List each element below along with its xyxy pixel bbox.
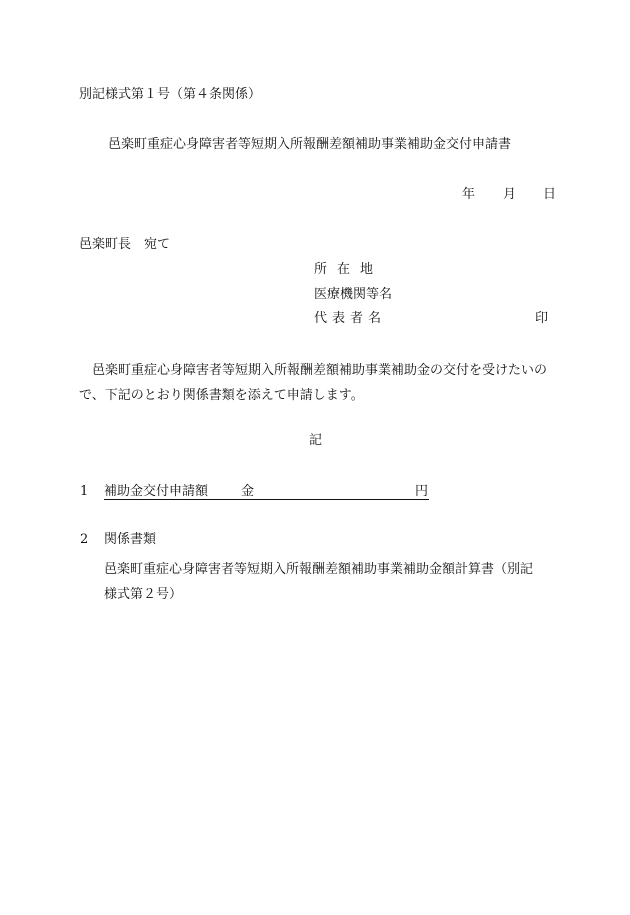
item-1-label: 補助金交付申請額 xyxy=(104,484,209,499)
addressee: 邑楽町長 宛て xyxy=(79,237,171,252)
applicant-institution-label: 医療機関等名 xyxy=(314,287,393,302)
item-1-amount-prefix: 金 xyxy=(241,484,255,499)
application-statement: 邑楽町重症心身障害者等短期入所報酬差額補助事業補助金の交付を受けたいので、下記のとおり関係書類を添えて申請します。 xyxy=(79,363,548,403)
document-title: 邑楽町重症心身障害者等短期入所報酬差額補助事業補助金交付申請書 xyxy=(108,137,512,152)
ki-heading: 記 xyxy=(309,433,323,448)
date-day-label: 日 xyxy=(543,187,557,202)
applicant-address-label: 所在地 xyxy=(314,262,384,277)
item-2-document-line-2: 様式第２号） xyxy=(104,587,183,602)
amount-underline xyxy=(104,499,429,500)
item-2-label: 関係書類 xyxy=(104,532,157,547)
item-2-number: 2 xyxy=(80,532,89,547)
item-2-document-line-1: 邑楽町重症心身障害者等短期入所報酬差額補助事業補助金額計算書（別記 xyxy=(104,562,534,577)
date-year-label: 年 xyxy=(462,187,476,202)
seal-mark: 印 xyxy=(535,311,549,326)
item-2-documents xyxy=(104,557,560,607)
applicant-representative-label: 代表者名 xyxy=(314,311,387,326)
item-1-number: 1 xyxy=(80,484,89,499)
form-number: 別記様式第１号（第４条関係） xyxy=(79,87,262,102)
item-1-amount-unit: 円 xyxy=(415,484,429,499)
date-month-label: 月 xyxy=(503,187,517,202)
